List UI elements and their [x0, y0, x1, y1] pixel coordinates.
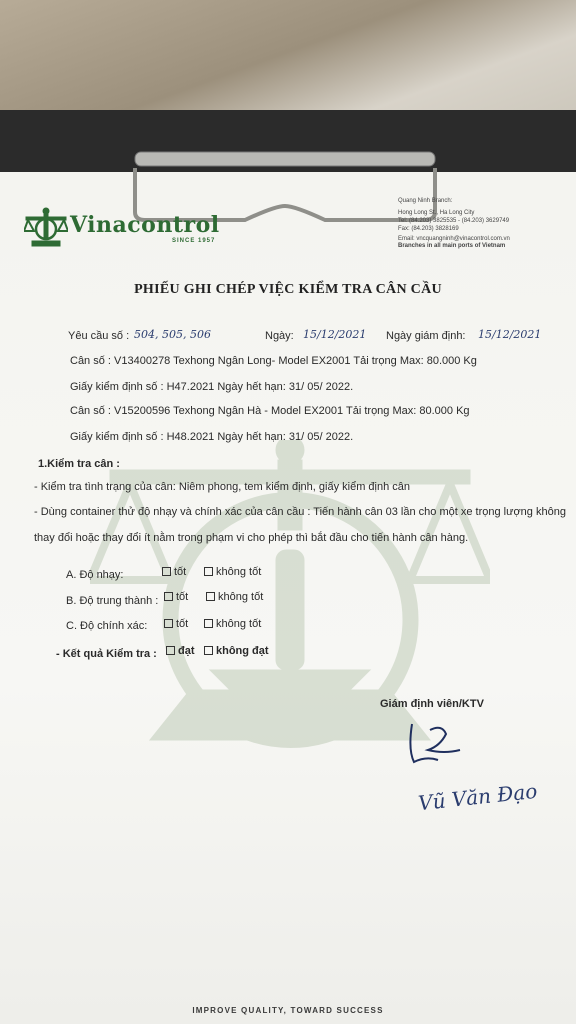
date-label: Ngày: [265, 330, 294, 342]
scale-logo-icon [24, 207, 68, 247]
checkbox-icon [206, 592, 215, 601]
check-b-bad[interactable]: không tốt [206, 591, 263, 603]
signature-mark [400, 720, 480, 770]
checkbox-icon [204, 619, 213, 628]
inspect-date-label: Ngày giám định: [386, 330, 466, 342]
document-title: PHIẾU GHI CHÉP VIỆC KIỂM TRA CÂN CẦU [134, 282, 442, 297]
footer-slogan: IMPROVE QUALITY, TOWARD SUCCESS [192, 1006, 384, 1015]
scale-cert-1: Giấy kiểm định số : H47.2021 Ngày hết hạn: 31/ 05/ 2022. [70, 381, 354, 393]
check-a-bad[interactable]: không tốt [204, 566, 261, 578]
section1-bullet2a: - Dùng container thử độ nhạy và chính xác của cân cầu : Tiến hành cân 03 lần cho một xe trọng lượng không [34, 506, 566, 518]
section1-bullet1: - Kiểm tra tình trạng của cân: Niêm phong, tem kiểm định, giấy kiểm định cân [34, 481, 411, 493]
branch-line-5: Email: vncquangninh@vinacontrol.com.vn [398, 236, 510, 242]
check-b-label: B. Độ trung thành : [66, 595, 159, 607]
branch-line-1: Quang Ninh Branch: [398, 198, 453, 204]
scale-line-1: Cân số : V13400278 Texhong Ngân Long- Model EX2001 Tải trọng Max: 80.000 Kg [70, 355, 477, 367]
branch-line-4: Fax: (84.203) 3828169 [398, 226, 459, 232]
date-value: 15/12/2021 [303, 328, 367, 341]
check-a-good[interactable]: tốt [162, 566, 186, 578]
checkbox-icon [204, 646, 213, 655]
branch-line-6: Branches in all main ports of Vietnam [398, 243, 506, 249]
scale-line-2: Cân số : V15200596 Texhong Ngân Hà - Model EX2001 Tải trọng Max: 80.000 Kg [70, 405, 470, 417]
check-c-label: C. Độ chính xác: [66, 620, 148, 632]
inspect-date-value: 15/12/2021 [478, 328, 542, 341]
logo-since: SINCE 1957 [172, 238, 216, 244]
checkbox-icon [162, 567, 171, 576]
logo-text: Vinacontrol [70, 212, 220, 238]
branch-line-3: Tel: (84.203) 3825535 - (84.203) 3629749 [398, 218, 510, 224]
signature-name: Vũ Văn Đạo [417, 778, 539, 816]
check-b-good[interactable]: tốt [164, 591, 188, 603]
section1-bullet2b: thay đổi hoặc thay đổi ít nằm trong phạm vi cho phép thì bắt đầu cho tiến hành cân hàng. [34, 532, 469, 544]
request-label: Yêu cầu số : [68, 330, 130, 342]
result-label: - Kết quả Kiểm tra : [56, 648, 157, 660]
result-pass[interactable]: đạt [166, 645, 195, 657]
check-c-good[interactable]: tốt [164, 618, 188, 630]
section1-heading: 1.Kiểm tra cân : [38, 458, 120, 470]
signature-role: Giám định viên/KTV [380, 698, 484, 710]
check-a-label: A. Độ nhạy: [66, 569, 124, 581]
result-fail[interactable]: không đạt [204, 645, 269, 657]
checkbox-icon [204, 567, 213, 576]
scale-cert-2: Giấy kiểm định số : H48.2021 Ngày hết hạn: 31/ 05/ 2022. [70, 431, 354, 443]
checkbox-icon [164, 592, 173, 601]
check-c-bad[interactable]: không tốt [204, 618, 261, 630]
checkbox-icon [166, 646, 175, 655]
checkbox-icon [164, 619, 173, 628]
branch-line-2: Hong Long St., Ha Long City [398, 210, 475, 216]
request-value: 504, 505, 506 [134, 328, 211, 341]
